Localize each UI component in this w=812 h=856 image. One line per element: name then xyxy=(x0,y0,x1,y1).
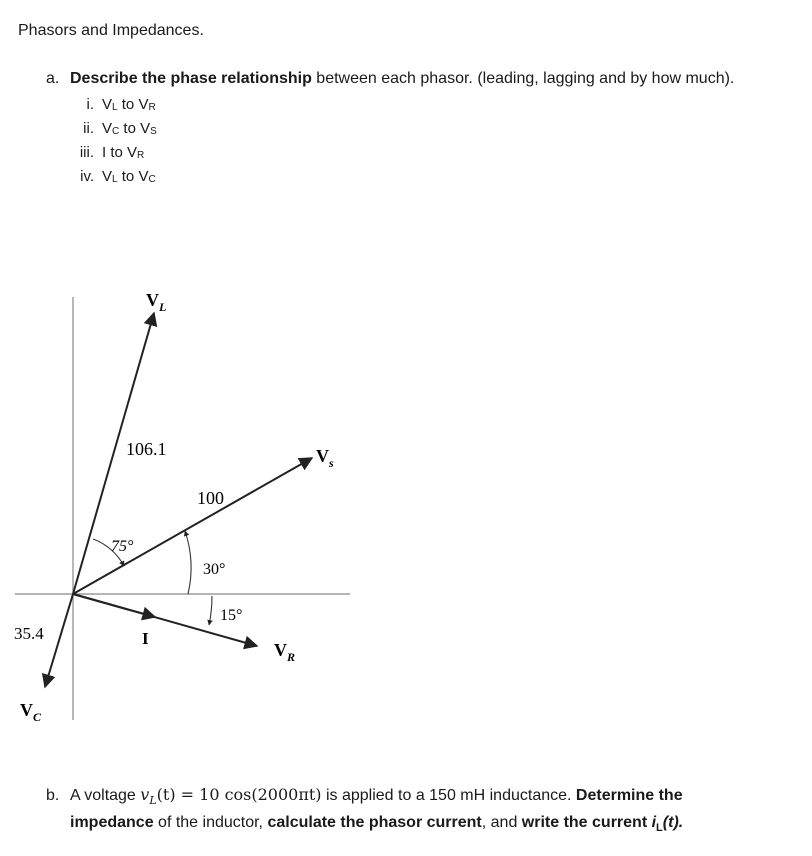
phasor-b-sub: R xyxy=(148,102,156,113)
phasor-a: V xyxy=(102,120,113,137)
label-vl-main: V xyxy=(146,290,159,310)
label-i: I xyxy=(142,629,149,648)
sub-item-i xyxy=(64,96,156,113)
question-b-bold-3: calculate the phasor current xyxy=(267,814,482,832)
sub-item-number: iii. xyxy=(79,144,94,161)
phasor-a: V xyxy=(102,96,113,113)
phasor-vs xyxy=(73,458,312,594)
voltage-expression: (t) = 10 cos(2000πt) xyxy=(156,785,322,804)
label-vc xyxy=(20,700,42,724)
voltage-symbol-sub: L xyxy=(149,794,157,808)
to-word: to xyxy=(117,168,139,185)
to-word: to xyxy=(106,144,128,161)
current-symbol-sub: L xyxy=(656,822,663,835)
phasor-i xyxy=(73,594,155,617)
phasor-b: V xyxy=(140,120,151,137)
question-a xyxy=(46,70,734,88)
label-angle-30: 30° xyxy=(203,561,226,578)
label-vr-main: V xyxy=(274,640,287,660)
voltage-symbol: v xyxy=(140,785,150,804)
question-b xyxy=(46,784,806,839)
phasor-b: V xyxy=(138,168,149,185)
question-a-text: between each phasor. (leading, lagging and by how much). xyxy=(311,70,735,87)
current-symbol-end: (t). xyxy=(662,814,684,832)
phasor-a: I xyxy=(102,144,107,161)
label-vl-magnitude: 106.1 xyxy=(126,439,167,459)
label-vs-sub: s xyxy=(329,456,334,470)
question-a-bold: Describe the phase relationship xyxy=(70,70,312,87)
phasor-a-sub: C xyxy=(112,126,120,137)
to-word: to xyxy=(117,96,139,113)
to-word: to xyxy=(119,120,141,137)
question-b-text-1: A voltage xyxy=(70,787,141,804)
label-vc-sub: C xyxy=(33,710,42,724)
current-symbol: i xyxy=(651,814,657,832)
phasor-vc xyxy=(45,594,73,687)
page-title: Phasors and Impedances. xyxy=(18,22,204,39)
question-b-text-2: is applied to a 150 mH inductance. xyxy=(321,787,576,804)
phasor-b-sub: S xyxy=(150,126,157,137)
label-angle-75: 75° xyxy=(111,538,134,555)
phasor-b: V xyxy=(138,96,149,113)
phasor-b-sub: C xyxy=(148,174,156,185)
sub-item-iii xyxy=(64,144,144,161)
label-vc-main: V xyxy=(20,700,33,720)
question-a-label: a. xyxy=(46,70,60,87)
angle-arc-30 xyxy=(185,531,191,594)
phasor-a: V xyxy=(102,168,113,185)
phasor-a-sub: L xyxy=(112,174,118,185)
angle-arc-15 xyxy=(209,596,212,625)
phasor-a-sub: L xyxy=(112,102,118,113)
question-b-bold-4: write the current xyxy=(521,814,652,832)
sub-item-number: iv. xyxy=(80,168,94,185)
question-b-text-3: of the inductor, xyxy=(153,814,268,832)
question-b-line-2 xyxy=(46,812,806,839)
phasor-b-sub: R xyxy=(137,150,145,161)
sub-item-number: i. xyxy=(86,96,94,113)
question-b-bold-2: impedance xyxy=(70,814,154,832)
phasor-diagram xyxy=(0,280,812,740)
label-vl-sub: L xyxy=(159,300,167,314)
label-vr xyxy=(274,640,295,664)
label-vs-magnitude: 100 xyxy=(197,488,224,508)
question-b-line-1 xyxy=(46,784,806,812)
phasor-b: V xyxy=(127,144,138,161)
question-b-label: b. xyxy=(46,787,60,804)
label-vs xyxy=(316,446,334,470)
label-vc-magnitude: 35.4 xyxy=(14,624,44,643)
label-vl xyxy=(146,290,166,314)
sub-item-ii xyxy=(64,120,157,137)
sub-item-number: ii. xyxy=(83,120,94,137)
sub-item-iv xyxy=(64,168,156,185)
label-angle-15: 15° xyxy=(220,607,243,624)
question-b-bold-1: Determine the xyxy=(575,787,683,804)
label-vs-main: V xyxy=(316,446,329,466)
label-vr-sub: R xyxy=(287,650,296,664)
question-b-text-4: , and xyxy=(481,814,522,832)
